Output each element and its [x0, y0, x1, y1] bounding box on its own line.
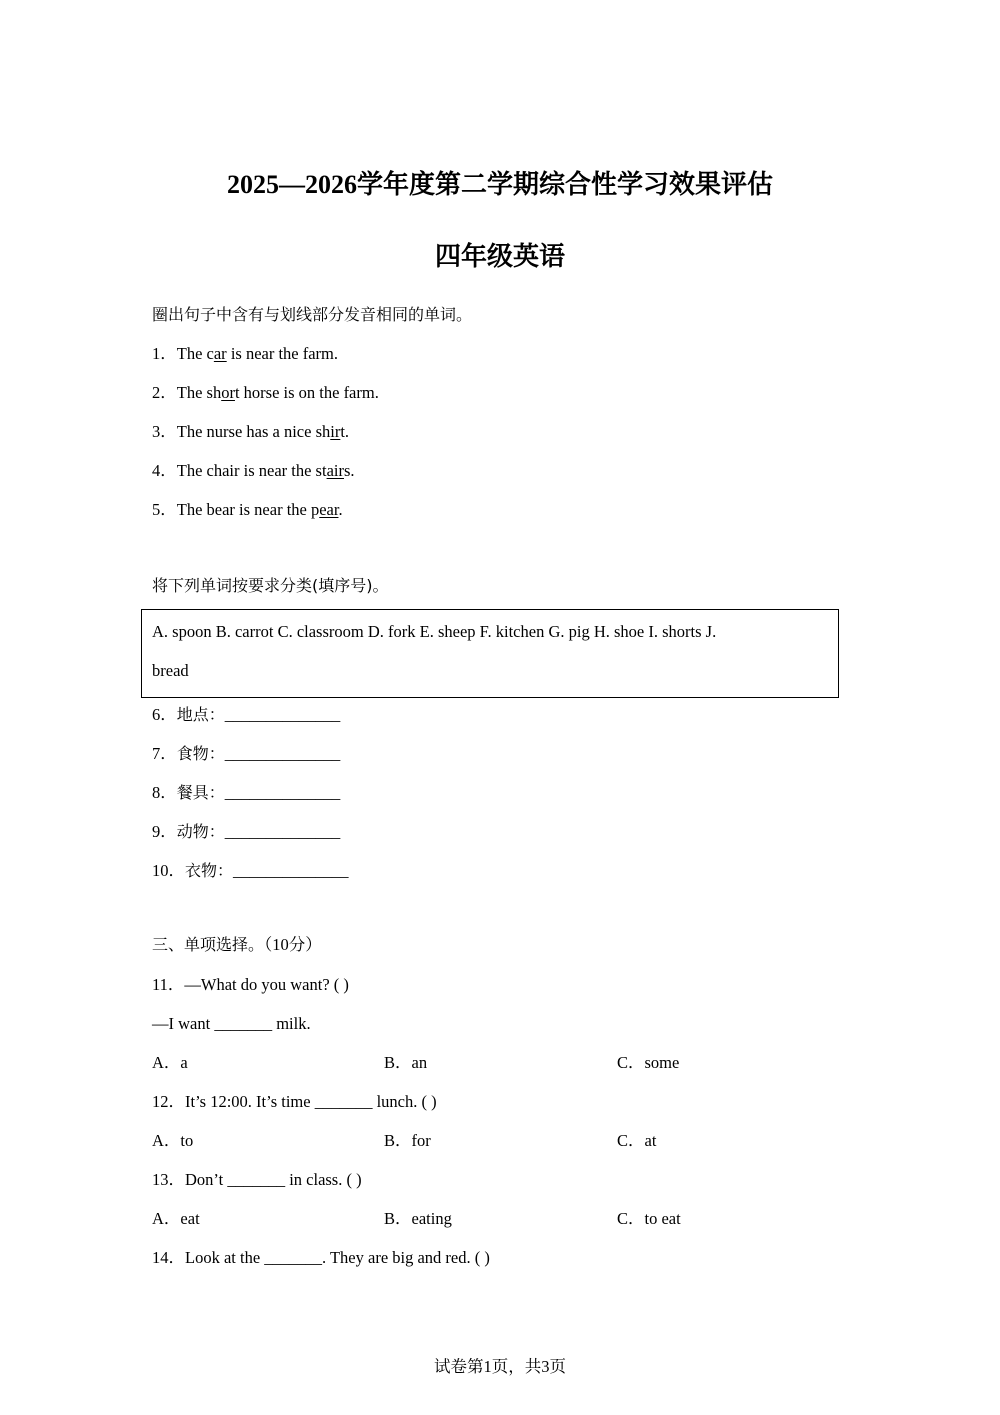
answer-blank[interactable]: ______________ [224, 783, 341, 802]
question-6 [152, 704, 340, 726]
option-a[interactable]: A．eat [152, 1209, 200, 1228]
sentence-before: The nurse has a nice sh [176, 422, 331, 441]
page-footer: 试卷第1页，共3页 [434, 1357, 566, 1376]
option-b[interactable]: B．eating [384, 1209, 452, 1228]
question-number: 1． [152, 344, 177, 363]
category-label: 衣物： [185, 861, 234, 880]
question-number: 2． [152, 383, 177, 402]
sentence-after: t. [340, 422, 350, 441]
option-c[interactable]: C．some [617, 1053, 680, 1072]
option-c[interactable]: C．at [617, 1131, 657, 1150]
question-1 [152, 343, 338, 365]
category-label: 地点： [176, 705, 225, 724]
section3-heading [152, 934, 322, 956]
question-5 [152, 499, 343, 521]
option-a[interactable]: A．a [152, 1053, 188, 1072]
question-number: 8． [152, 783, 177, 802]
sentence-before: The sh [176, 383, 222, 402]
answer-blank[interactable]: ______________ [224, 822, 341, 841]
question-number: 4． [152, 461, 177, 480]
category-label: 动物： [176, 822, 225, 841]
section3-points: （10分） [264, 935, 322, 954]
sentence-before: The chair is near the st [176, 461, 327, 480]
sentence-after: . [338, 500, 343, 519]
question-3 [152, 421, 349, 443]
answer-blank[interactable]: ______________ [233, 861, 349, 880]
option-c[interactable]: C．to eat [617, 1209, 681, 1228]
question-11: 11．—What do you want? ( ) [152, 975, 349, 994]
section1-instruction: 圈出句子中含有与划线部分发音相同的单词。 [152, 305, 473, 324]
option-b[interactable]: B．for [384, 1131, 431, 1150]
underlined-sound: ear [319, 500, 339, 519]
question-number: 9． [152, 822, 177, 841]
underlined-sound: air [326, 461, 344, 480]
question-4 [152, 460, 355, 482]
category-label: 食物： [176, 744, 225, 763]
sentence-before: The c [176, 344, 214, 363]
exam-subtitle: 四年级英语 [434, 242, 565, 271]
question-number: 5． [152, 500, 177, 519]
word-bank-box [141, 609, 839, 698]
exam-title: 2025—2026学年度第二学期综合性学习效果评估 [226, 170, 773, 199]
question-number: 10． [152, 861, 185, 880]
question-13: 13．Don’t _______ in class. ( ) [152, 1170, 362, 1189]
sentence-after: s. [343, 461, 355, 480]
sentence-after: is near the farm. [226, 344, 339, 363]
question-9 [152, 821, 340, 843]
answer-blank[interactable]: ______________ [224, 705, 341, 724]
category-label: 餐具： [176, 783, 225, 802]
option-a[interactable]: A．to [152, 1131, 194, 1150]
answer-blank[interactable]: ______________ [224, 744, 341, 763]
question-2 [152, 382, 379, 404]
word-bank-line-2: bread [152, 661, 189, 680]
question-7 [152, 743, 340, 765]
question-8 [152, 782, 340, 804]
question-10 [152, 860, 349, 882]
question-number: 6． [152, 705, 177, 724]
question-number: 7． [152, 744, 177, 763]
section2-instruction: 将下列单词按要求分类(填序号)。 [152, 576, 389, 595]
question-number: 3． [152, 422, 177, 441]
word-bank-line-1: A. spoon B. carrot C. classroom D. fork E. sheep F. kitchen G. pig H. shoe I. shorts J. [152, 622, 717, 641]
section3-title: 三、单项选择。 [152, 935, 265, 954]
underlined-sound: or [221, 383, 235, 402]
option-b[interactable]: B．an [384, 1053, 428, 1072]
question-11-continuation: —I want _______ milk. [152, 1014, 311, 1033]
question-12: 12．It’s 12:00. It’s time _______ lunch. ( ) [152, 1092, 437, 1111]
underlined-sound: ar [213, 344, 227, 363]
underlined-sound: ir [330, 422, 341, 441]
sentence-before: The bear is near the p [176, 500, 320, 519]
sentence-after: t horse is on the farm. [234, 383, 379, 402]
question-14: 14．Look at the _______. They are big and red. ( ) [152, 1248, 490, 1267]
